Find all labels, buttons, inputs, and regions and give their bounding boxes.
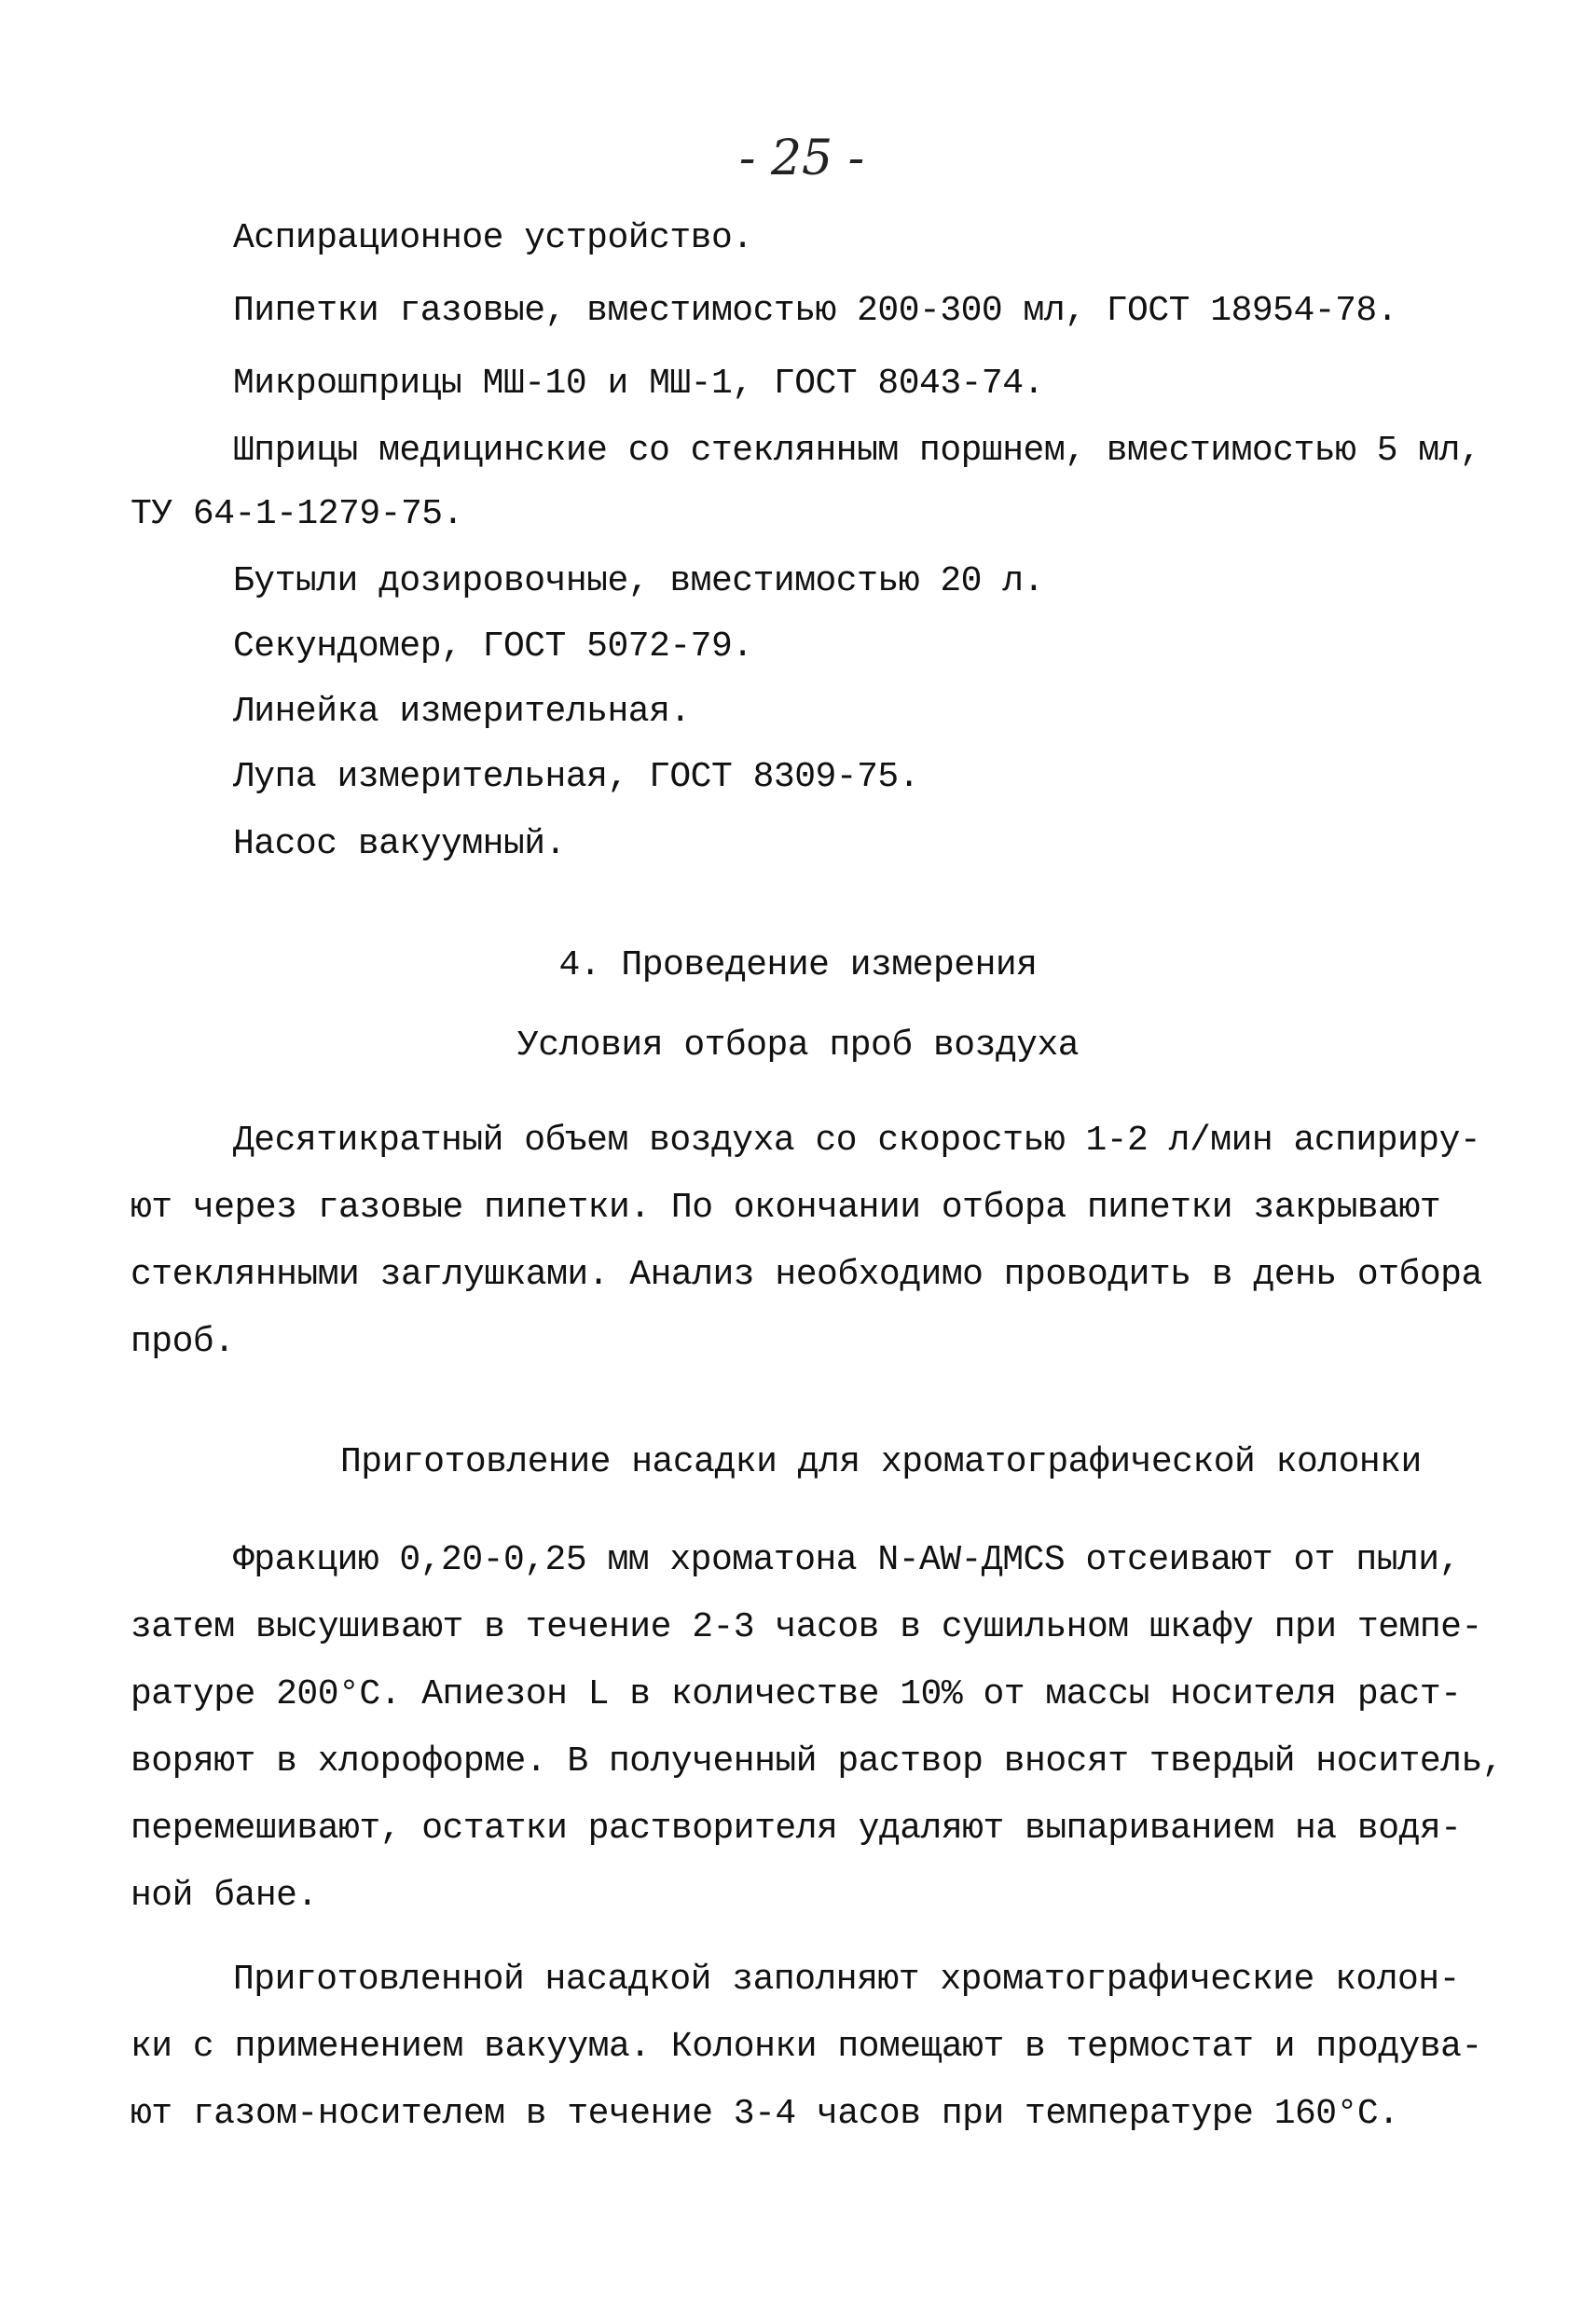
page-number: - 25 -	[738, 131, 865, 186]
paragraph-line: Приготовленной насадкой заполняют хроматографические колон-	[233, 1960, 1460, 2000]
paragraph-line: ратуре 200°С. Апиезон L в количестве 10% от массы носителя раст-	[131, 1674, 1462, 1714]
equipment-item: Микрошприцы МШ-10 и МШ-1, ГОСТ 8043-74.	[233, 364, 1044, 404]
section-title: 4. Проведение измерения	[558, 945, 1038, 985]
paragraph-line: затем высушивают в течение 2-3 часов в сушильном шкафу при темпе-	[131, 1607, 1482, 1647]
paragraph-line: Фракцию 0,20-0,25 мм хроматона N-AW-ДМСS отсеивают от пыли,	[233, 1540, 1460, 1580]
paragraph-line: ют газом-носителем в течение 3-4 часов при температуре 160°С.	[131, 2094, 1399, 2134]
section-subtitle: Условия отбора проб воздуха	[516, 1025, 1080, 1066]
equipment-item: Лупа измерительная, ГОСТ 8309-75.	[233, 757, 920, 797]
equipment-item-continuation: ТУ 64-1-1279-75.	[131, 494, 463, 534]
equipment-item: Линейка измерительная.	[233, 692, 691, 732]
equipment-item: Насос вакуумный.	[233, 824, 566, 864]
paragraph-line: ки с применением вакуума. Колонки помещают в термостат и продува-	[131, 2027, 1482, 2067]
equipment-item: Секундомер, ГОСТ 5072-79.	[233, 626, 753, 667]
paragraph-line: стеклянными заглушками. Анализ необходимо проводить в день отбора	[131, 1255, 1482, 1295]
paragraph-line: ной бане.	[131, 1876, 318, 1916]
equipment-item: Бутыли дозировочные, вместимостью 20 л.	[233, 561, 1044, 601]
paragraph-line: проб.	[131, 1322, 235, 1362]
section-title: Приготовление насадки для хроматографической колонки	[340, 1442, 1422, 1482]
paragraph-line: перемешивают, остатки растворителя удаляют выпариванием на водя-	[131, 1809, 1462, 1849]
paragraph-line: Десятикратный объем воздуха со скоростью 1-2 л/мин аспириру-	[233, 1121, 1481, 1161]
equipment-item: Шприцы медицинские со стеклянным поршнем, вместимостью 5 мл,	[233, 431, 1481, 471]
paragraph-line: ют через газовые пипетки. По окончании отбора пипетки закрывают	[131, 1188, 1441, 1228]
paragraph-line: воряют в хлороформе. В полученный раствор вносят твердый носитель,	[131, 1741, 1504, 1782]
equipment-item: Пипетки газовые, вместимостью 200-300 мл, ГОСТ 18954-78.	[233, 291, 1398, 331]
equipment-item: Аспирационное устройство.	[233, 218, 753, 258]
